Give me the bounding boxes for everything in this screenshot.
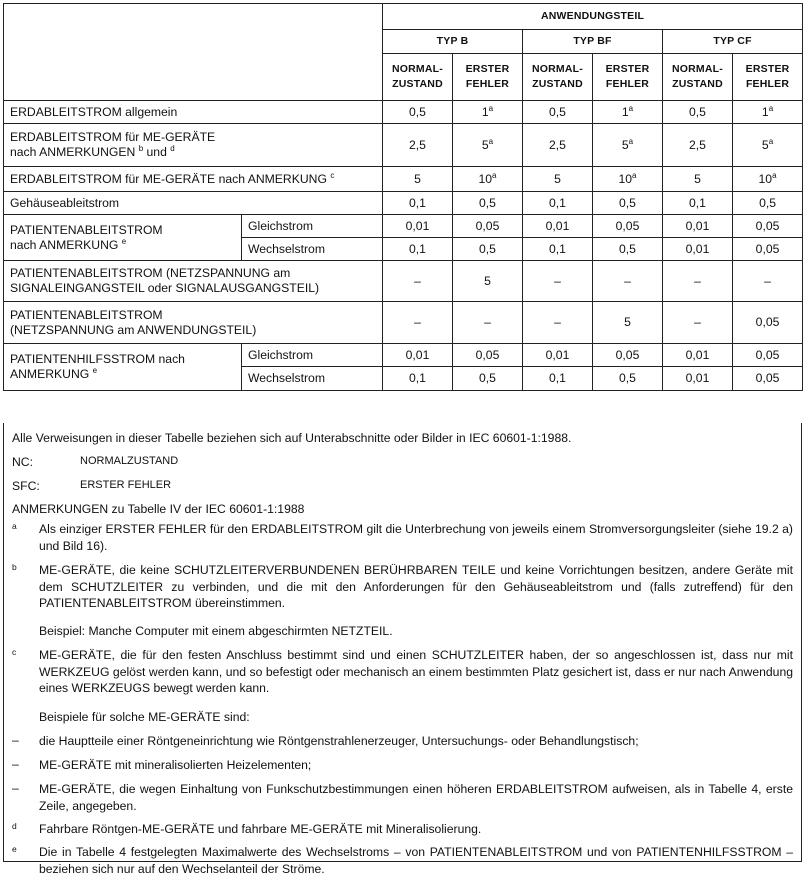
table-cell: 1$^a$ [593, 101, 663, 124]
sub-label: Gleichstrom [242, 215, 383, 238]
table-cell: 0,1 [383, 367, 453, 391]
header-typ-b: TYP B [383, 30, 523, 54]
table-cell: 0,1 [383, 192, 453, 215]
table-cell: 0,5 [453, 192, 523, 215]
abbrev-nc: NC: NORMALZUSTAND [12, 455, 179, 469]
table-cell: – [663, 261, 733, 302]
table-cell: 0,05 [593, 344, 663, 367]
header-anwendungsteil: ANWENDUNGSTEIL [383, 4, 803, 30]
table-cell: 5 [593, 302, 663, 344]
table-cell: 0,05 [733, 215, 803, 238]
table-row [4, 215, 803, 238]
table-notes: Alle Verweisungen in dieser Tabelle beziehen sich auf Unterabschnitte oder Bilder in IEC 60601-1:1988. NC: NORMALZUSTAND SFC: ERSTER FEHLER ANMERKUNGEN zu Tabelle IV der IEC 60601-1:1988 a Als einziger ERSTER FEHLER für den ERDABLEITSTROM gilt die Unterbrechung von jeweils einem Stromversorgungsleiter (siehe 19.2 a) und Bild 16). b ME-GERÄTE, die keine SCHUTZLEITERVERBUNDENEN BERÜHRBAREN TEILE und keine Vorrichtungen besitzen, andere Geräte mit dem SCHUTZLEITER zu verbinden, und die mit den Anforderungen für den Gehäuseableitstrom und (falls zutreffend) für den PATIENTENABLEITSTROM übereinstimmen. Beispiel: Manche Computer mit einem abgeschirmten NETZTEIL. c ME-GERÄTE, die für den festen Anschluss bestimmt sind und einen SCHUTZLEITER haben, der so angeschlossen ist, dass nur mit WERKZEUG gelöst werden kann, und so befestigt oder mechanisch an einem bestimmten Platz gesichert ist, dass er nur nach Anwendung eines WERKZEUGS bewegt werden kann. Beispiele für solche ME-GERÄTE sind: – die Hauptteile einer Röntgeneinrichtung wie Röntgenstrahlenerzeuger, Untersuchungs- oder Behandlungstisch; – ME-GERÄTE mit mineralisolierten Heizelementen; – ME-GERÄTE, die wegen Einhaltung von Funkschutzbestimmungen einen höheren ERDABLEITSTROM aufweisen, als in Tabelle 4, erste Zeile, angegeben. d Fahrbare Röntgen-ME-GERÄTE und fahrbare ME-GERÄTE mit Mineralisolierung. e Die in Tabelle 4 festgelegten Maximalwerte des Wechselstroms – von PATIENTENABLEITSTROM und von PATIENTENHILFSSTROM – beziehen sich nur auf den Wechselanteil der Ströme. [3, 423, 802, 862]
table-cell: 0,05 [453, 344, 523, 367]
notes-title: ANMERKUNGEN zu Tabelle IV der IEC 60601-1:1988 [12, 502, 305, 516]
table-row [4, 101, 803, 124]
row-label: ERDABLEITSTROM für ME-GERÄTE nach ANMERKUNGEN $^b$ und $^d$ [4, 124, 383, 167]
table-cell: 5 [523, 167, 593, 192]
table-cell: – [733, 261, 803, 302]
table-cell: 0,1 [523, 192, 593, 215]
table-cell: – [663, 302, 733, 344]
table-row [4, 344, 803, 367]
table-cell: 0,01 [383, 215, 453, 238]
table-cell: 0,05 [733, 367, 803, 391]
row-label: ERDABLEITSTROM für ME-GERÄTE nach ANMERKUNG $^c$ [4, 167, 383, 192]
table-cell: 0,01 [663, 215, 733, 238]
table-cell: 0,01 [663, 344, 733, 367]
table-cell: 0,01 [663, 367, 733, 391]
row-label: Gehäuseableitstrom [4, 192, 383, 215]
table-cell: – [593, 261, 663, 302]
subheader-normal: NORMAL- ZUSTAND [663, 54, 733, 101]
table-row [4, 124, 803, 167]
row-label: PATIENTENABLEITSTROM nach ANMERKUNG $^e$ [4, 215, 242, 261]
table-cell: 0,5 [593, 192, 663, 215]
row-label: PATIENTENHILFSSTROM nach ANMERKUNG $^e$ [4, 344, 242, 391]
table-row [4, 167, 803, 192]
table-cell: 0,05 [733, 302, 803, 344]
table-cell: 0,01 [663, 238, 733, 261]
table-cell: – [383, 302, 453, 344]
subheader-normal: NORMAL- ZUSTAND [523, 54, 593, 101]
row-label: ERDABLEITSTROM allgemein [4, 101, 383, 124]
leakage-current-table [3, 3, 803, 391]
table-cell: 1$^a$ [453, 101, 523, 124]
table-cell: 0,05 [453, 215, 523, 238]
row-label: PATIENTENABLEITSTROM (NETZSPANNUNG am ANWENDUNGSTEIL) [4, 302, 383, 344]
table-cell: – [383, 261, 453, 302]
table-cell: – [523, 302, 593, 344]
table-cell: 0,1 [383, 238, 453, 261]
table-cell: 0,5 [593, 367, 663, 391]
table-row [4, 192, 803, 215]
table-cell: 0,1 [663, 192, 733, 215]
header-typ-bf: TYP BF [523, 30, 663, 54]
sub-label: Gleichstrom [242, 344, 383, 367]
table-cell: 10$^a$ [593, 167, 663, 192]
subheader-fehler: ERSTER FEHLER [453, 54, 523, 101]
header-blank-cell [4, 4, 383, 101]
table-cell: 0,05 [733, 344, 803, 367]
table-cell: 0,5 [383, 101, 453, 124]
table-cell: 0,01 [523, 215, 593, 238]
table-cell: 5 [383, 167, 453, 192]
table-cell: 5$^a$ [453, 124, 523, 167]
table-cell: 10$^a$ [453, 167, 523, 192]
table-cell: – [453, 302, 523, 344]
header-typ-cf: TYP CF [663, 30, 803, 54]
subheader-fehler: ERSTER FEHLER [733, 54, 803, 101]
table-cell: 0,01 [383, 344, 453, 367]
table-cell: 0,5 [593, 238, 663, 261]
table-cell: 0,5 [453, 238, 523, 261]
table-cell: 0,05 [593, 215, 663, 238]
table-cell: 0,5 [663, 101, 733, 124]
table-cell: 0,1 [523, 367, 593, 391]
table-cell: 2,5 [523, 124, 593, 167]
table-cell: 0,5 [733, 192, 803, 215]
table-cell: 2,5 [663, 124, 733, 167]
row-label: PATIENTENABLEITSTROM (NETZSPANNUNG am SIGNALEINGANGSTEIL oder SIGNALAUSGANGSTEIL) [4, 261, 383, 302]
sub-label: Wechselstrom [242, 367, 383, 391]
table-cell: 5$^a$ [733, 124, 803, 167]
table-cell: 5 [663, 167, 733, 192]
abbrev-sfc: SFC: ERSTER FEHLER [12, 479, 172, 493]
table-cell: 0,5 [453, 367, 523, 391]
table-cell: 5$^a$ [593, 124, 663, 167]
table-cell: 5 [453, 261, 523, 302]
table-cell: 2,5 [383, 124, 453, 167]
reference-note: Alle Verweisungen in dieser Tabelle beziehen sich auf Unterabschnitte oder Bilder in IEC 60601-1:1988. [12, 431, 572, 445]
subheader-fehler: ERSTER FEHLER [593, 54, 663, 101]
table-cell: – [523, 261, 593, 302]
table-cell: 10$^a$ [733, 167, 803, 192]
table-row [4, 261, 803, 302]
table-cell: 0,5 [523, 101, 593, 124]
table-row [4, 302, 803, 344]
table-cell: 0,05 [733, 238, 803, 261]
table-cell: 0,01 [523, 344, 593, 367]
table-cell: 0,1 [523, 238, 593, 261]
sub-label: Wechselstrom [242, 238, 383, 261]
table-cell: 1$^a$ [733, 101, 803, 124]
subheader-normal: NORMAL- ZUSTAND [383, 54, 453, 101]
